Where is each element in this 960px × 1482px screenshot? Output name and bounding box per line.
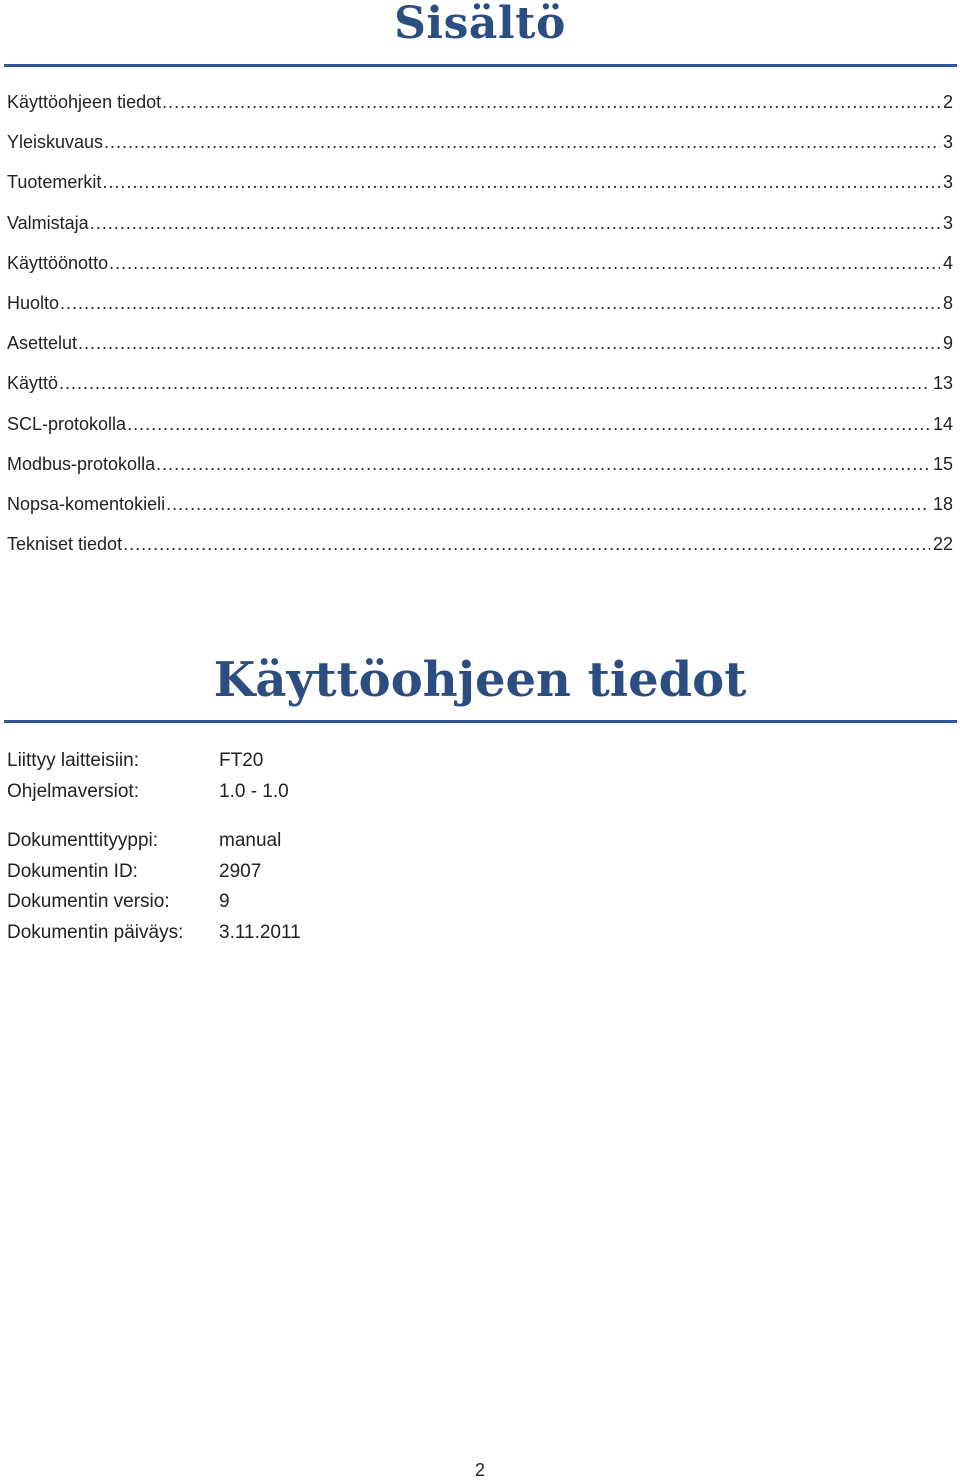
toc-entry-page: 9: [942, 333, 953, 354]
toc-entry-page: 3: [942, 212, 953, 233]
section-heading: Käyttöohjeen tiedot: [213, 652, 747, 708]
section-heading-rule: [4, 720, 957, 723]
info-label: Dokumentin versio:: [7, 891, 170, 912]
toc-entry-page: 3: [942, 172, 953, 193]
info-row: [7, 918, 301, 949]
toc-entry-page: 22: [932, 534, 953, 555]
toc-entry-label: Nopsa-komentokieli: [7, 493, 166, 514]
toc-entry[interactable]: [7, 530, 953, 570]
toc-entry[interactable]: [7, 410, 953, 450]
info-value: 1.0 - 1.0: [219, 780, 289, 802]
info-value: 2907: [219, 860, 262, 882]
device-info-block: [7, 746, 289, 807]
toc-entry[interactable]: [7, 88, 953, 128]
toc-entry[interactable]: [7, 490, 953, 530]
info-row: [7, 746, 289, 777]
info-value: 3.11.2011: [219, 921, 301, 943]
toc-dot-leader: [102, 168, 940, 196]
toc-heading: Sisältö: [394, 0, 566, 49]
toc-entry-page: 14: [932, 413, 953, 434]
toc-entry-label: Käyttöönotto: [7, 252, 109, 273]
toc-dot-leader: [156, 450, 930, 478]
toc-entry-page: 3: [942, 132, 953, 153]
toc-entry-label: Yleiskuvaus: [7, 132, 104, 153]
info-value: FT20: [219, 750, 264, 771]
document-info-block: [7, 826, 301, 948]
toc-entry[interactable]: [7, 329, 953, 369]
toc-entry-page: 8: [942, 292, 953, 313]
toc-entry-page: 4: [942, 252, 953, 273]
info-label: Dokumentin ID:: [7, 860, 138, 882]
toc-entry-label: Tuotemerkit: [7, 172, 102, 193]
toc-entry-label: Asettelut: [7, 333, 78, 354]
toc-heading-rule: [4, 64, 957, 67]
toc-dot-leader: [166, 490, 930, 518]
toc-entry[interactable]: [7, 168, 953, 208]
toc-entry[interactable]: [7, 249, 953, 289]
toc-dot-leader: [162, 88, 940, 116]
toc-entry-label: Valmistaja: [7, 212, 89, 233]
info-label: Dokumenttityyppi:: [7, 830, 159, 851]
info-row: [7, 857, 301, 888]
toc-entry[interactable]: [7, 128, 953, 168]
info-row: [7, 826, 301, 857]
toc-entry-label: Käyttö: [7, 373, 59, 394]
info-row: [7, 887, 301, 918]
toc-entry-label: Tekniset tiedot: [7, 534, 123, 555]
toc-dot-leader: [59, 369, 930, 397]
toc-dot-leader: [123, 530, 930, 558]
toc-entry[interactable]: [7, 209, 953, 249]
toc-entry-label: Modbus-protokolla: [7, 453, 156, 474]
toc-entry[interactable]: [7, 450, 953, 490]
toc-entry-page: 15: [932, 453, 953, 474]
table-of-contents: [7, 88, 953, 570]
info-row: [7, 777, 289, 808]
info-value: manual: [219, 830, 282, 851]
toc-entry-label: SCL-protokolla: [7, 413, 127, 434]
info-value: 9: [219, 891, 230, 912]
page-number: 2: [474, 1460, 485, 1480]
toc-dot-leader: [127, 410, 930, 438]
toc-entry-label: Huolto: [7, 292, 60, 313]
toc-entry[interactable]: [7, 369, 953, 409]
toc-dot-leader: [109, 249, 940, 277]
toc-entry[interactable]: [7, 289, 953, 329]
toc-dot-leader: [90, 209, 940, 237]
toc-entry-page: 2: [942, 92, 953, 112]
info-label: Liittyy laitteisiin:: [7, 750, 139, 771]
toc-entry-page: 13: [932, 373, 953, 394]
toc-dot-leader: [78, 329, 940, 357]
toc-dot-leader: [60, 289, 940, 317]
toc-dot-leader: [104, 128, 940, 156]
info-label: Ohjelmaversiot:: [7, 780, 139, 802]
toc-entry-page: 18: [932, 493, 953, 514]
info-label: Dokumentin päiväys:: [7, 921, 184, 943]
toc-entry-label: Käyttöohjeen tiedot: [7, 92, 162, 112]
